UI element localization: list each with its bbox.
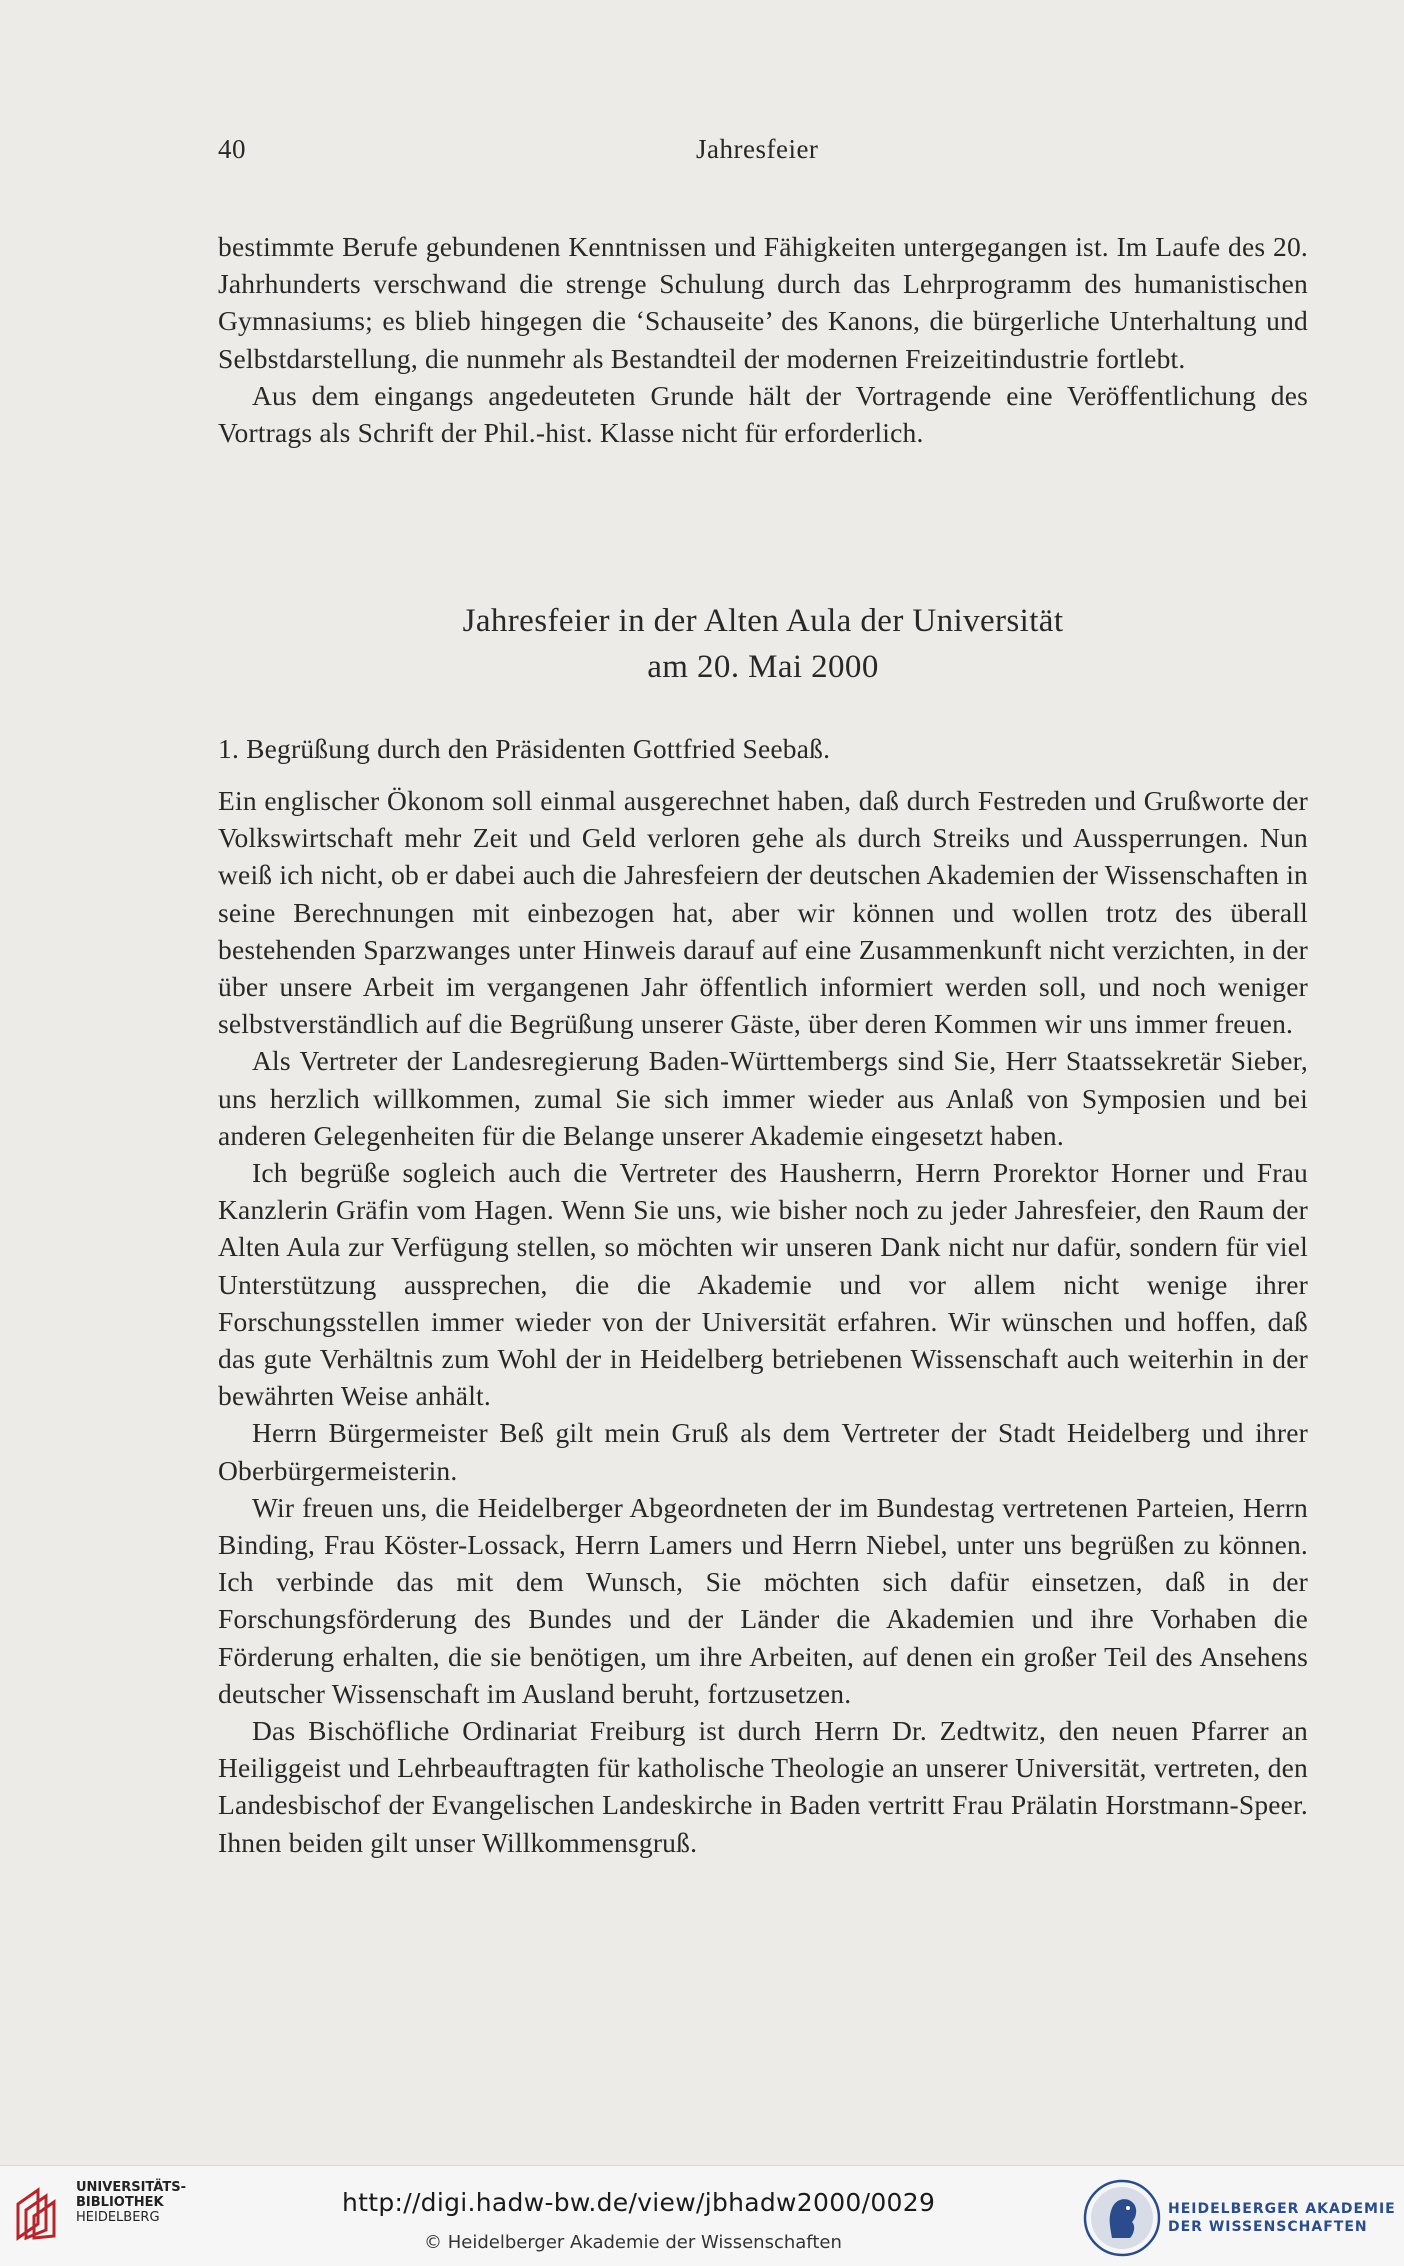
section-heading: [218, 598, 1308, 690]
library-emblem-icon: [14, 2184, 60, 2244]
section-title-line: Jahresfeier in der Alten Aula der Universität: [462, 603, 1064, 639]
section-date-line: am 20. Mai 2000: [647, 649, 879, 685]
academy-name: [1168, 2200, 1396, 2236]
library-name-line: BIBLIOTHEK: [76, 2195, 164, 2210]
page-number: 40: [218, 134, 246, 164]
page-header: [218, 134, 1308, 174]
library-name-line: UNIVERSITÄTS-: [76, 2180, 186, 2195]
academy-seal-icon: [1082, 2178, 1162, 2258]
intro-text-block: [218, 228, 1308, 451]
speech-paragraph: Wir freuen uns, die Heidelberger Abgeordneten der im Bundestag vertretenen Parteien, Herrn Binding, Frau Köster-Lossack, Herrn Lamers und Herrn Niebel, unter uns begrüßen zu können. Ich verbinde das mit dem Wunsch, Sie möchten sich dafür einsetzen, daß in der Forschungsförderung des Bundes und der Länder die Akademien und ihre Vorhaben die Förderung erhalten, die sie benötigen, um ihre Arbeiten, auf denen ein großer Teil des Ansehens deutscher Wissenschaft im Ausland beruht, fortzusetzen.: [218, 1491, 1308, 1709]
library-name-line: HEIDELBERG: [76, 2210, 160, 2225]
university-library-logo[interactable]: [14, 2176, 224, 2258]
speech-paragraph: Ein englischer Ökonom soll einmal ausgerechnet haben, daß durch Festreden und Grußworte der Volkswirtschaft mehr Zeit und Geld verloren gehe als durch Streiks und Aussperrungen. Nun weiß ich nicht, ob er dabei auch die Jahresfeiern der deutschen Akademien der Wissenschaften in seine Berechnungen mit einbezogen hat, aber wir können und wollen trotz des überall bestehenden Sparzwanges unter Hinweis darauf auf eine Zusammenkunft nicht verzichten, in der über unsere Arbeit im vergangenen Jahr öffentlich informiert werden soll, und noch weniger selbstverständlich auf die Begrüßung unserer Gäste, über deren Kommen wir uns immer freuen.: [218, 785, 1308, 1040]
speech-paragraph: Als Vertreter der Landesregierung Baden-Württembergs sind Sie, Herr Staatssekretär Sieber, uns herzlich willkommen, zumal Sie sich immer wieder aus Anlaß von Symposien und bei anderen Gelegenheiten für die Belange unserer Akademie eingesetzt haben.: [218, 1045, 1308, 1151]
academy-name-line: DER WISSENSCHAFTEN: [1168, 2219, 1368, 2235]
viewer-footer: [0, 2165, 1404, 2266]
academy-logo[interactable]: [1082, 2178, 1162, 2258]
library-name: [76, 2180, 186, 2225]
academy-name-line: HEIDELBERGER AKADEMIE: [1168, 2201, 1396, 2217]
subheading: 1. Begrüßung durch den Präsidenten Gottfried Seebaß.: [218, 733, 831, 764]
speech-text-block: [218, 782, 1308, 1861]
document-url-link[interactable]: http://digi.hadw-bw.de/view/jbhadw2000/0029: [342, 2188, 936, 2217]
speech-paragraph: Ich begrüße sogleich auch die Vertreter des Hausherrn, Herrn Prorektor Horner und Frau Kanzlerin Gräfin vom Hagen. Wenn Sie uns, wie bisher noch zu jeder Jahresfeier, den Raum der Alten Aula zur Verfügung stellen, so möchten wir unseren Dank nicht nur dafür, sondern für viel Unterstützung aussprechen, die die Akademie und vor allem nicht wenige ihrer Forschungsstellen immer wieder von der Universität erfahren. Wir wünschen und hoffen, daß das gute Verhältnis zum Wohl der in Heidelberg betriebenen Wissenschaft auch weiterhin in der bewährten Weise anhält.: [218, 1157, 1308, 1412]
copyright-notice: © Heidelberger Akademie der Wissenschaften: [424, 2232, 842, 2253]
intro-paragraph: Aus dem eingangs angedeuteten Grunde hält der Vortragende eine Veröffentlichung des Vortrags als Schrift der Phil.-hist. Klasse nicht für erforderlich.: [218, 379, 1308, 449]
speech-paragraph: Das Bischöfliche Ordinariat Freiburg ist durch Herrn Dr. Zedtwitz, den neuen Pfarrer an Heiliggeist und Lehrbeauftragten für katholische Theologie an unserer Universität, vertreten, den Landesbischof der Evangelischen Landeskirche in Baden vertritt Frau Prälatin Horstmann-Speer. Ihnen beiden gilt unser Willkommensgruß.: [218, 1715, 1308, 1858]
running-title: Jahresfeier: [696, 134, 819, 164]
speech-paragraph: Herrn Bürgermeister Beß gilt mein Gruß als dem Vertreter der Stadt Heidelberg und ihrer Oberbürgermeisterin.: [218, 1417, 1308, 1486]
intro-paragraph: bestimmte Berufe gebundenen Kenntnissen und Fähigkeiten untergegangen ist. Im Laufe des 20. Jahrhunderts verschwand die strenge Schulung durch das Lehrprogramm des humanistischen Gymnasiums; es blieb hingegen die ‘Schauseite’ des Kanons, die bürgerliche Unterhaltung und Selbstdarstellung, die nunmehr als Bestandteil der modernen Freizeitindustrie fortlebt.: [218, 231, 1308, 374]
